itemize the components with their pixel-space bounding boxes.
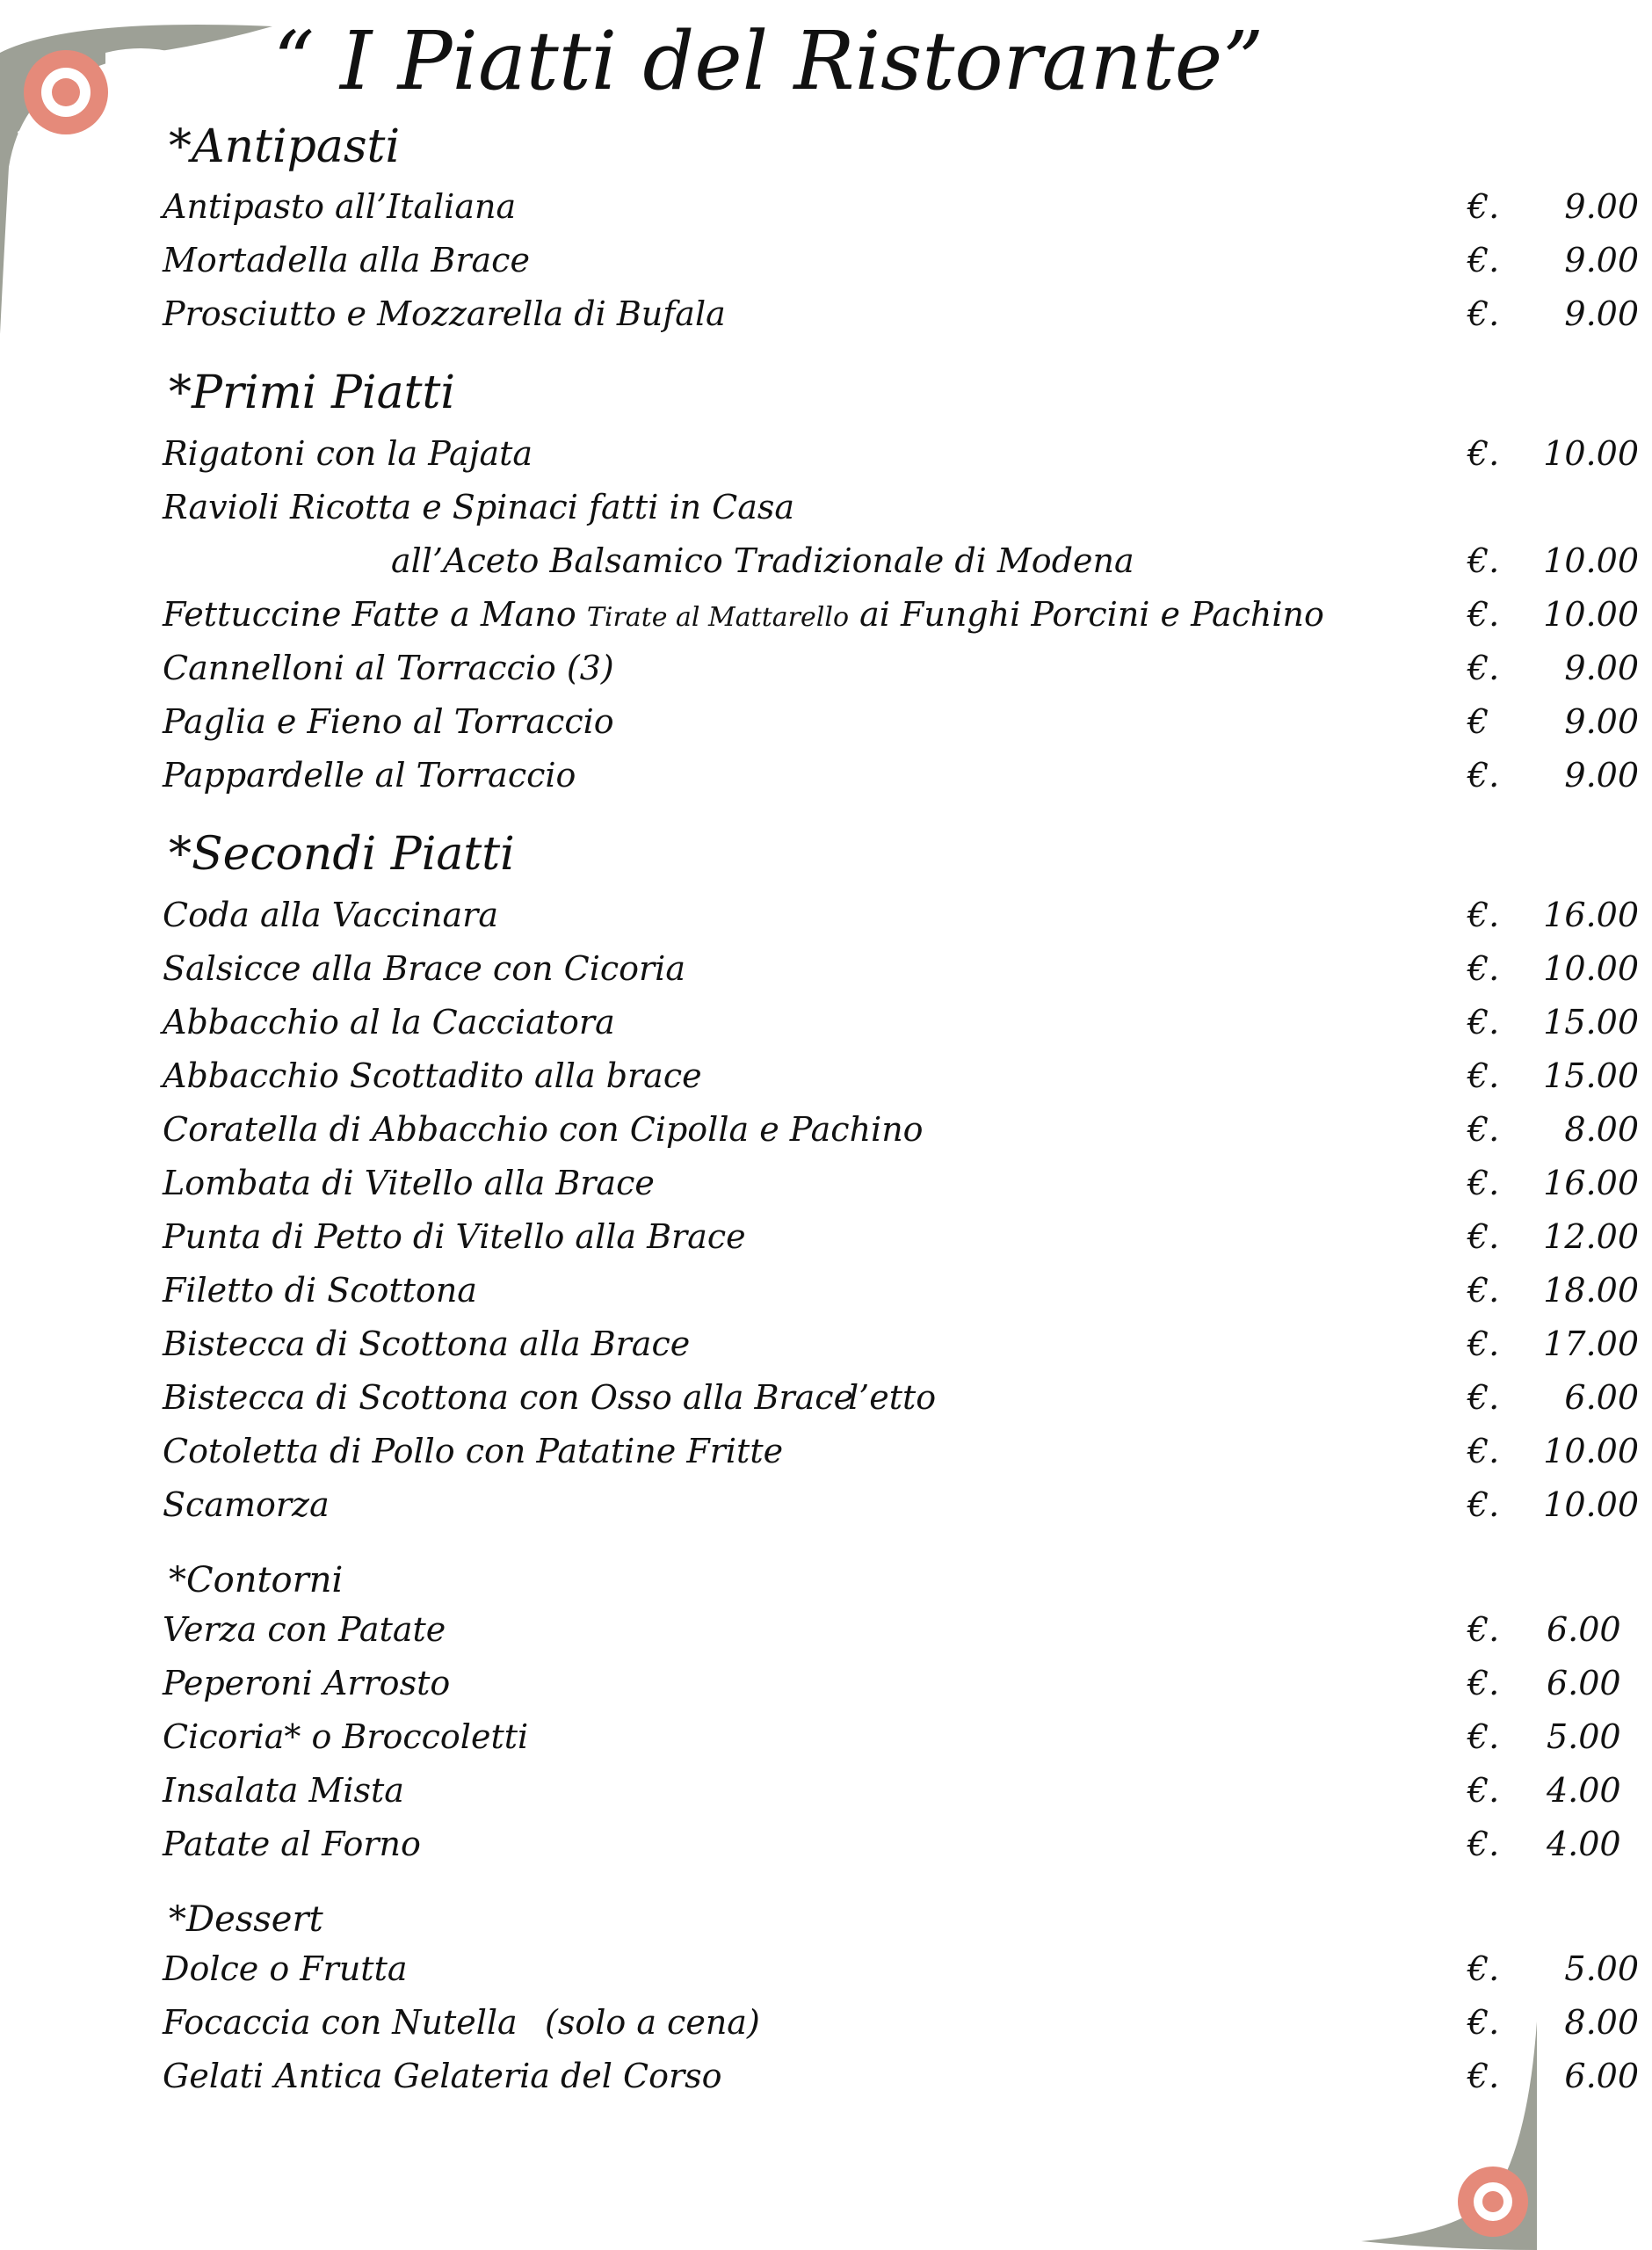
item-price: 18.00 <box>1543 1271 1639 1310</box>
item-currency: €. <box>1467 1432 1500 1470</box>
item-currency: €. <box>1467 541 1500 580</box>
item-currency: €. <box>1467 1271 1500 1310</box>
menu-item <box>163 289 1639 338</box>
menu-item-continuation <box>163 536 1639 585</box>
menu-item <box>163 429 1639 478</box>
menu-item <box>163 1158 1639 1208</box>
item-price: 5.00 <box>1564 1949 1639 1988</box>
item-name: Insalata Mista <box>163 1771 404 1810</box>
item-currency: €. <box>1467 949 1500 988</box>
item-currency: €. <box>1467 896 1500 934</box>
item-currency: €. <box>1467 2057 1500 2095</box>
item-currency: €. <box>1467 2003 1500 2042</box>
item-name: Abbacchio Scottadito alla brace <box>163 1056 702 1095</box>
item-price: 6.00 <box>1547 1664 1621 1702</box>
section-title-antipasti: *Antipasti <box>169 120 401 173</box>
item-price: 4.00 <box>1547 1825 1621 1863</box>
item-price: 16.00 <box>1543 1164 1639 1202</box>
item-currency: €. <box>1467 1825 1500 1863</box>
menu-item <box>163 998 1639 1047</box>
item-currency: €. <box>1467 1325 1500 1363</box>
item-name: Mortadella alla Brace <box>163 241 530 279</box>
item-currency: €. <box>1467 649 1500 687</box>
menu-item <box>163 1426 1639 1476</box>
item-currency: €. <box>1467 434 1500 473</box>
item-price: 8.00 <box>1564 2003 1639 2042</box>
item-price: 6.00 <box>1564 1378 1639 1417</box>
item-name-tail: (solo a cena) <box>545 2003 760 2042</box>
item-name-tail: ai Funghi Porcini e Pachino <box>859 595 1324 634</box>
item-name: Pappardelle al Torraccio <box>163 756 576 795</box>
item-name: Antipasto all’Italiana <box>163 187 517 226</box>
item-name: Gelati Antica Gelateria del Corso <box>163 2057 722 2095</box>
item-currency: €. <box>1467 595 1500 634</box>
item-price: 9.00 <box>1564 241 1639 279</box>
item-currency: €. <box>1467 1771 1500 1810</box>
item-name-note: Tirate al Mattarello <box>586 602 849 633</box>
item-name: Cicoria* o Broccoletti <box>163 1717 529 1756</box>
menu-item <box>163 182 1639 231</box>
menu-item <box>163 590 1639 639</box>
item-price: 9.00 <box>1564 702 1639 741</box>
item-name: Focaccia con Nutella <box>163 2003 518 2042</box>
item-price: 15.00 <box>1543 1056 1639 1095</box>
item-name: Bistecca di Scottona alla Brace <box>163 1325 691 1363</box>
item-price: 12.00 <box>1543 1217 1639 1256</box>
item-price: 17.00 <box>1543 1325 1639 1363</box>
item-name: Rigatoni con la Pajata <box>163 434 533 473</box>
item-name: Bistecca di Scottona con Osso alla Brace <box>163 1378 854 1417</box>
item-name: Dolce o Frutta <box>163 1949 408 1988</box>
item-name: Prosciutto e Mozzarella di Bufala <box>163 294 726 333</box>
item-name: Abbacchio al la Cacciatora <box>163 1003 615 1042</box>
item-name: Coratella di Abbacchio con Cipolla e Pachino <box>163 1110 924 1149</box>
menu-item <box>163 1766 1621 1815</box>
item-price: 10.00 <box>1543 595 1639 634</box>
item-name: Cannelloni al Torraccio (3) <box>163 649 614 687</box>
item-name: Punta di Petto di Vitello alla Brace <box>163 1217 746 1256</box>
item-currency: €. <box>1467 187 1500 226</box>
menu-item <box>163 643 1639 693</box>
item-price: 8.00 <box>1564 1110 1639 1149</box>
item-name: Paglia e Fieno al Torraccio <box>163 702 614 741</box>
item-currency: €. <box>1467 1485 1500 1524</box>
item-price: 4.00 <box>1547 1771 1621 1810</box>
item-price: 10.00 <box>1543 1485 1639 1524</box>
section-title-contorni: *Contorni <box>169 1560 344 1600</box>
item-name: Verza con Patate <box>163 1610 446 1649</box>
item-currency: €. <box>1467 1610 1500 1649</box>
section-title-primi: *Primi Piatti <box>169 367 455 419</box>
item-price: 16.00 <box>1543 896 1639 934</box>
item-currency: €. <box>1467 1056 1500 1095</box>
menu-item <box>163 1373 1639 1422</box>
menu-item <box>163 1998 1639 2047</box>
item-currency: €. <box>1467 1217 1500 1256</box>
menu-item <box>163 1105 1639 1154</box>
menu-title: “ I Piatti del Ristorante” <box>272 14 1264 108</box>
menu-item <box>163 1319 1639 1368</box>
item-price: 6.00 <box>1547 1610 1621 1649</box>
item-currency: €. <box>1467 241 1500 279</box>
item-name: Ravioli Ricotta e Spinaci fatti in Casa <box>163 488 795 526</box>
menu-item <box>163 1266 1639 1315</box>
menu-item <box>163 236 1639 285</box>
item-price: 10.00 <box>1543 434 1639 473</box>
item-name: Filetto di Scottona <box>163 1271 477 1310</box>
menu-item <box>163 1658 1621 1708</box>
menu-item <box>163 1605 1621 1654</box>
item-currency: €. <box>1467 756 1500 795</box>
item-name: Peperoni Arrosto <box>163 1664 451 1702</box>
item-currency: €. <box>1467 1949 1500 1988</box>
menu-item <box>163 483 1537 532</box>
item-currency: €. <box>1467 294 1500 333</box>
item-name-tail: l’etto <box>848 1378 937 1417</box>
menu-item <box>163 697 1639 746</box>
menu-item <box>163 890 1639 940</box>
menu-item <box>163 1819 1621 1869</box>
menu-item <box>163 944 1639 993</box>
item-price: 10.00 <box>1543 541 1639 580</box>
item-name <box>163 590 1324 642</box>
item-price: 9.00 <box>1564 756 1639 795</box>
menu-item <box>163 1212 1639 1261</box>
menu-item <box>163 1051 1639 1100</box>
menu-item <box>163 1944 1639 1993</box>
item-price: 9.00 <box>1564 294 1639 333</box>
item-currency: € <box>1467 702 1489 741</box>
item-price: 9.00 <box>1564 187 1639 226</box>
item-price: 9.00 <box>1564 649 1639 687</box>
item-currency: €. <box>1467 1110 1500 1149</box>
item-name: all’Aceto Balsamico Tradizionale di Modena <box>391 541 1134 580</box>
section-title-dessert: *Dessert <box>169 1899 323 1940</box>
item-name: Patate al Forno <box>163 1825 421 1863</box>
menu-item <box>163 2051 1639 2101</box>
menu-item <box>163 751 1639 800</box>
menu-item <box>163 1480 1639 1529</box>
menu-item <box>163 1712 1621 1761</box>
item-price: 10.00 <box>1543 949 1639 988</box>
item-currency: €. <box>1467 1378 1500 1417</box>
item-price: 5.00 <box>1547 1717 1621 1756</box>
item-name: Scamorza <box>163 1485 330 1524</box>
item-price: 10.00 <box>1543 1432 1639 1470</box>
item-name: Cotoletta di Pollo con Patatine Fritte <box>163 1432 784 1470</box>
item-currency: €. <box>1467 1003 1500 1042</box>
item-name: Coda alla Vaccinara <box>163 896 498 934</box>
section-title-secondi: *Secondi Piatti <box>169 828 515 881</box>
item-currency: €. <box>1467 1164 1500 1202</box>
item-currency: €. <box>1467 1717 1500 1756</box>
item-name-main: Fettuccine Fatte a Mano <box>163 595 576 634</box>
item-name: Salsicce alla Brace con Cicoria <box>163 949 685 988</box>
item-currency: €. <box>1467 1664 1500 1702</box>
item-price: 6.00 <box>1564 2057 1639 2095</box>
item-price: 15.00 <box>1543 1003 1639 1042</box>
item-name: Lombata di Vitello alla Brace <box>163 1164 655 1202</box>
